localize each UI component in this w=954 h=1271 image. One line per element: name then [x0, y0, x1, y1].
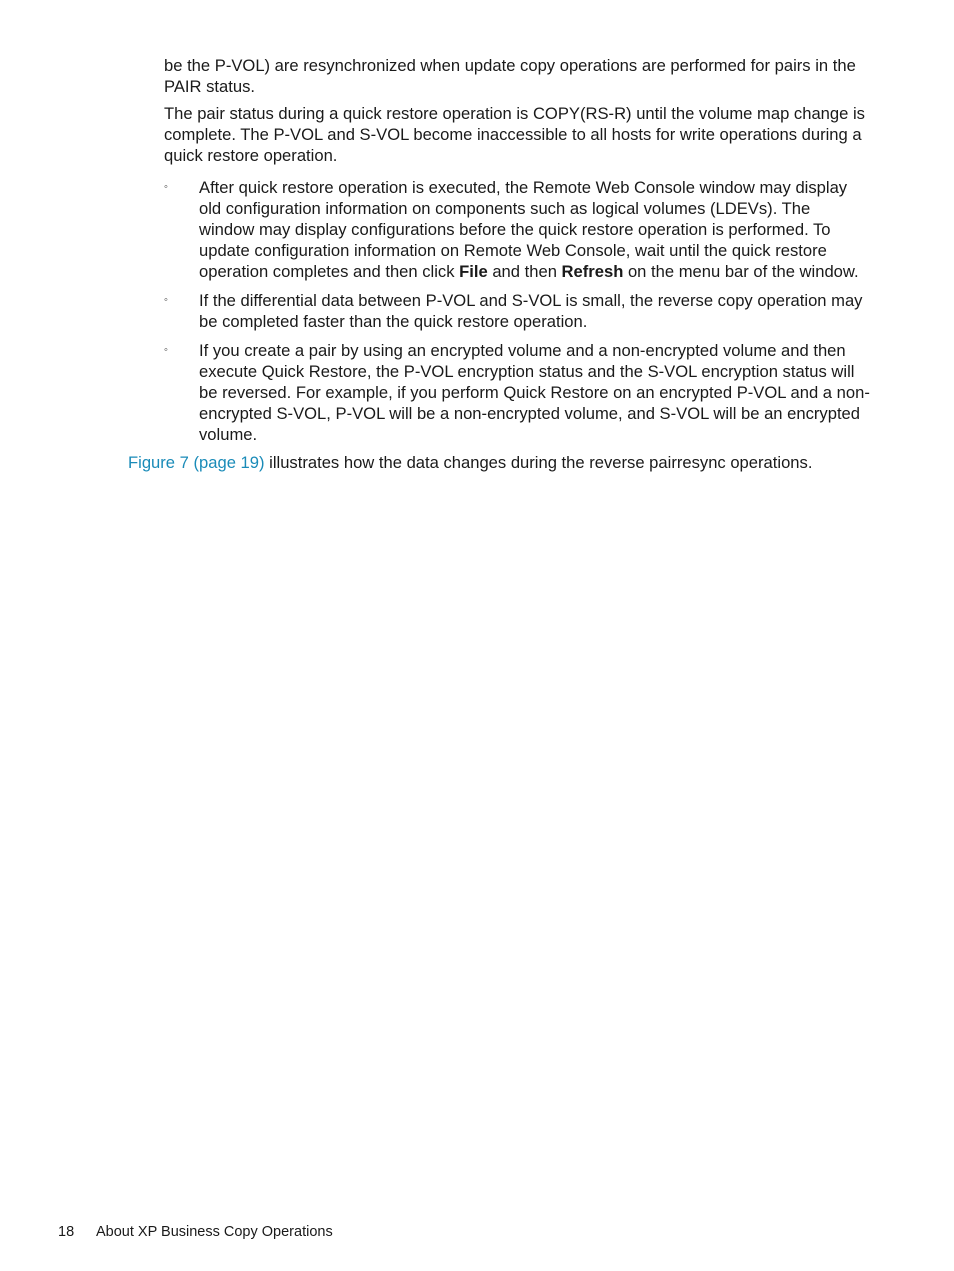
- list-item-text: and then: [487, 262, 562, 281]
- hollow-bullet-icon: ◦: [164, 344, 168, 356]
- paragraph-resync-continued: be the P-VOL) are resynchronized when update copy operations are performed for pairs in the PAIR status.: [164, 56, 856, 96]
- list-item: [164, 177, 870, 282]
- list-item-text: on the menu bar of the window.: [623, 262, 859, 281]
- list-item: [164, 290, 870, 332]
- paragraph-pair-status: The pair status during a quick restore operation is COPY(RS-R) until the volume map change is complete. The P-VOL and S-VOL become inaccessible to all hosts for write operations during a quick restore operation.: [164, 104, 865, 165]
- footer-section-title: About XP Business Copy Operations: [96, 1224, 333, 1240]
- paragraph-figure-reference: [128, 452, 868, 473]
- refresh-menu-reference: Refresh: [561, 262, 624, 281]
- hollow-bullet-icon: ◦: [164, 181, 168, 193]
- list-item-text: If you create a pair by using an encrypted volume and a non-encrypted volume and then execute Quick Restore, the P-VOL encryption status and the S-VOL encryption status will be reversed. For example, if you perform Quick Restore on an encrypted P-VOL and a non-encrypted S-VOL, P-VOL will be a non-encrypted volume, and S-VOL will be an encrypted volume.: [199, 341, 870, 444]
- figure-reference-text: illustrates how the data changes during the reverse pairresync operations.: [264, 453, 813, 472]
- figure-7-link[interactable]: Figure 7 (page 19): [128, 453, 265, 472]
- page-footer: [58, 1222, 333, 1242]
- file-menu-reference: File: [459, 262, 488, 281]
- list-item-text: If the differential data between P-VOL and S-VOL is small, the reverse copy operation may be completed faster than the quick restore operation.: [199, 291, 863, 331]
- hollow-bullet-icon: ◦: [164, 294, 168, 306]
- list-item: [164, 340, 870, 445]
- list-item-text: After quick restore operation is executed, the Remote Web Console window may display old configuration information on components such as logical volumes (LDEVs). The window may display configurations before the quick restore operation is performed. To update configuration information on Remote Web Console, wait until the quick restore operation completes and then click: [199, 178, 848, 281]
- page-number: 18: [58, 1224, 75, 1240]
- notes-list: [164, 177, 870, 453]
